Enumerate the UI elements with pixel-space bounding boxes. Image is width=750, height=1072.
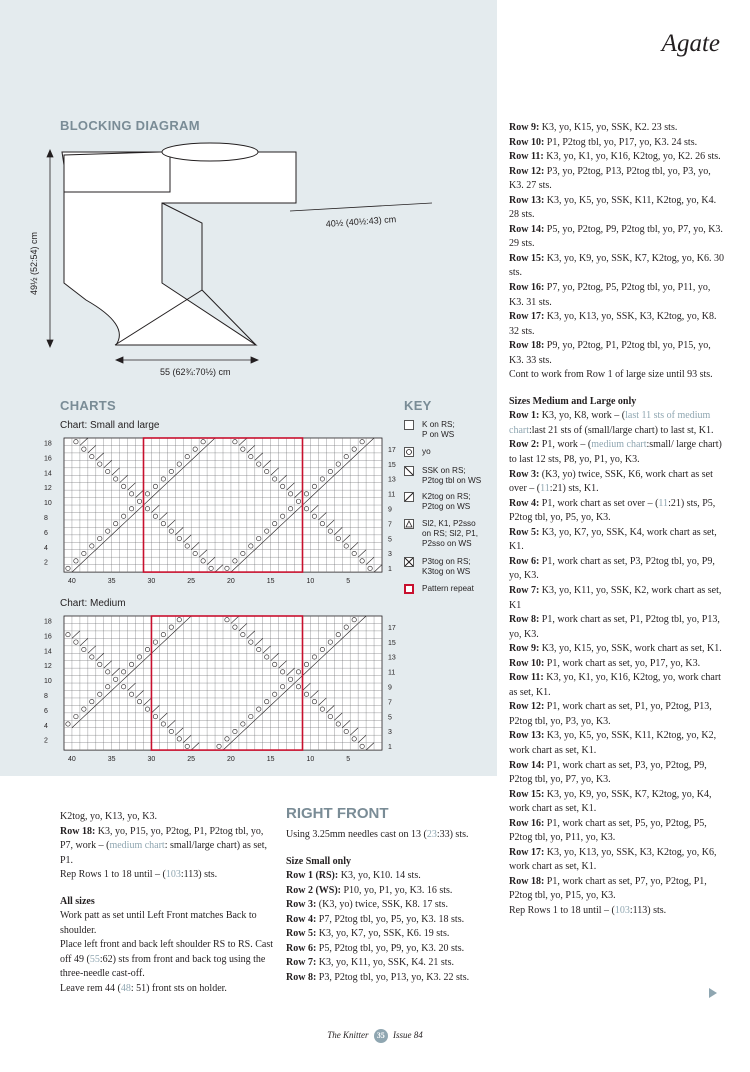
text-run: P1, work chart as set, P3, yo, P2tog, P9, P2tog tbl, yo, P7, yo, K3. [509,759,707,786]
text-paragraph [286,828,496,843]
column-tick-label: 10 [306,578,315,586]
text-run: K3, yo, K1, yo, K16, K2tog, yo, work chart as set, K1. [509,672,721,698]
row-tick-label: 13 [388,654,396,662]
text-run: P3, yo, P2tog, P13, P2tog tbl, yo, P3, yo, K3. 27 sts. [509,165,711,192]
text-run: Row 18: [60,825,98,837]
text-run: P1, work chart as set, P1, P2tog tbl, yo, P13, yo, K3. [509,614,720,640]
row-tick-label: 15 [388,639,396,647]
row-tick-label: 2 [44,559,48,567]
text-run: :21) sts, P5, P2tog tbl, yo, P5, yo, K3. [509,497,716,524]
text-run: P1, work – ( [541,439,592,451]
key-symbol-slash-icon [404,492,414,502]
text-paragraph [286,898,496,913]
column-tick-label: 15 [266,578,275,586]
text-run: (K3, yo) twice, SSK, K6, work chart as set over – ( [509,468,713,495]
text-run: Using 3.25mm needles cast on 13 ( [286,829,427,840]
column-tick-label: 10 [306,756,315,764]
magazine-name: The Knitter [327,1030,369,1041]
text-run: Row 2 (WS): [286,884,344,896]
text-run: P1, work chart as set, P3, P2tog tbl, yo, P9, yo, K3. [509,555,715,582]
row-tick-label: 12 [44,663,52,671]
text-run: K3, yo, K15, yo, SSK, K2. 23 sts. [541,122,678,133]
sleeve-label: 40½ (40½:43) cm [325,214,397,229]
right-front-heading: RIGHT FRONT [286,805,389,822]
row-tick-label: 17 [388,446,396,454]
row-tick-label: 18 [44,440,52,448]
row-tick-label: 8 [44,514,48,522]
chart-medium [42,610,402,770]
key-label: SSK on RS; P2tog tbl on WS [422,466,482,485]
text-run: Row 8: [509,614,542,626]
text-paragraph [286,869,496,884]
key-label: P3tog on RS; K3tog on WS [422,557,471,576]
text-paragraph [509,310,724,339]
text-run: K3, yo, P15, yo, P2tog, P1, P2tog tbl, yo, P7, work – ( [60,825,264,852]
text-run: Size Small only [286,855,352,867]
text-run: Row 2: [509,439,542,451]
blocking-diagram [20,135,450,385]
text-run: P1, work chart as set, yo, P17, yo, K3. [546,657,701,669]
text-paragraph [509,875,724,904]
text-paragraph [286,942,496,957]
text-paragraph [509,700,724,729]
text-paragraph [509,281,724,310]
text-run: K3, yo, K9, yo, SSK, K7, K2tog, yo, K6. 30 sts. [509,252,725,279]
text-run: Row 10: [509,657,547,669]
text-run: Row 14: [509,223,547,235]
text-run: Row 7: [286,957,319,969]
pattern-title: Agate [661,30,720,57]
height-label: 49½ (52:54) cm [29,231,39,295]
text-run: Row 12: [509,701,547,713]
text-paragraph [509,526,724,555]
text-run: P1, work chart as set, P5, yo, P2tog, P5, P2tog tbl, yo, P11, yo, K3. [509,817,707,844]
text-paragraph [60,909,275,938]
text-paragraph [286,956,496,971]
text-paragraph [286,884,496,899]
row-tick-label: 8 [44,692,48,700]
key-label: K on RS; P on WS [422,420,455,439]
key-label: yo [422,447,431,456]
text-run: Row 7: [509,584,542,596]
continue-arrow-icon [709,988,717,998]
text-run: Place left front and back left shoulder RS to RS. Cast off 49 ( [60,939,274,965]
text-run: Sizes Medium and Large only [509,395,637,407]
row-tick-label: 4 [44,544,48,552]
text-run: Row 6: [286,942,319,954]
text-paragraph [509,438,724,467]
text-run: 23 [426,829,437,840]
row-tick-label: 6 [44,529,48,537]
text-run: Row 16: [509,282,547,294]
page-number: 35 [374,1029,388,1043]
text-paragraph [509,817,724,846]
text-paragraph [286,971,496,986]
column-tick-label: 5 [346,756,351,764]
row-tick-label: 17 [388,624,396,632]
text-run: :small/ large chart) to last 12 sts, P8, yo, P1, yo, K3. [509,439,722,466]
row-tick-label: 4 [44,722,48,730]
text-paragraph [286,855,496,870]
key-label: Pattern repeat [422,584,474,593]
text-run: Row 3: [286,899,319,911]
row-tick-label: 13 [388,476,396,484]
text-run: medium chart [109,840,165,852]
text-run: Row 18: [509,340,547,352]
text-run: Row 8: [286,971,319,983]
row-tick-label: 7 [388,699,392,707]
text-run: :113) sts. [180,869,218,881]
text-paragraph [509,729,724,758]
text-run: K3, yo, K5, yo, SSK, K11, K2tog, yo, K4. 28 sts. [509,194,717,221]
row-tick-label: 11 [388,491,396,499]
text-run: Row 4: [286,913,319,925]
sweater-outline [62,152,296,345]
row-tick-label: 14 [44,470,52,478]
text-run: :last 21 sts of (small/large chart) to last st, K1. [529,424,714,436]
text-paragraph [509,642,724,657]
row-tick-label: 14 [44,648,52,656]
text-run: Row 15: [509,252,547,264]
text-run: P7, P2tog tbl, yo, P5, yo, K3. 18 sts. [318,913,465,925]
text-run: P3, P2tog tbl, yo, P13, yo, K3. 22 sts. [318,971,470,983]
text-paragraph [509,121,724,136]
text-paragraph [509,395,724,410]
column-tick-label: 35 [107,756,116,764]
text-run: P9, yo, P2tog, P1, P2tog tbl, yo, P15, yo, K3. 33 sts. [509,340,711,366]
text-run: P1, work chart as set, P7, yo, P2tog, P1, P2tog tbl, yo, P15, yo, K3. [509,875,707,902]
text-paragraph [509,194,724,223]
left-column-text [60,810,275,997]
text-run: 48 [120,983,131,995]
key-symbol-triangle-icon [404,519,414,529]
text-run: Row 14: [509,759,547,771]
text-run: Rep Rows 1 to 18 until – ( [509,904,615,916]
row-tick-label: 16 [44,633,52,641]
text-run: : 51) front sts on holder. [130,983,227,995]
row-tick-label: 5 [388,714,392,722]
text-run: medium chart [591,439,647,451]
row-tick-label: 10 [44,500,52,508]
text-run: Row 15: [509,788,547,800]
text-paragraph [60,895,275,910]
text-paragraph [509,584,724,613]
text-paragraph [509,136,724,151]
chart-small-large [42,432,402,592]
text-paragraph [509,671,724,700]
row-tick-label: 16 [44,455,52,463]
text-paragraph [509,788,724,817]
text-run: Row 5: [509,526,542,538]
key-symbol-red-box-icon [404,584,414,594]
chart-medium-title: Chart: Medium [60,598,126,609]
text-run: K2tog, yo, K13, yo, K3. [60,811,157,822]
text-run: Row 1: [509,410,542,422]
key-label: Sl2, K1, P2sso on RS; Sl2, P1, P2sso on WS [422,519,478,548]
text-paragraph [60,810,275,825]
text-run: P10, yo, P1, yo, K3. 16 sts. [343,884,453,896]
text-run: last 11 sts of medium chart [509,410,711,436]
column-tick-label: 15 [266,756,275,764]
text-run: K3, yo, K7, yo, SSK, K6. 19 sts. [318,928,450,940]
text-paragraph [509,468,724,497]
row-tick-label: 1 [388,566,392,574]
text-run: Row 13: [509,730,547,742]
text-run: K3, yo, K15, yo, SSK, work chart as set, K1. [541,643,722,655]
text-paragraph [509,339,724,368]
text-run: 11 [540,483,550,495]
column-tick-label: 25 [187,756,196,764]
text-run: Row 13: [509,194,547,206]
text-paragraph [509,613,724,642]
row-tick-label: 18 [44,618,52,626]
row-tick-label: 6 [44,707,48,715]
text-run: P1, work chart as set, P1, yo, P2tog, P13, P2tog tbl, yo, P3, yo, K3. [509,701,712,727]
text-run: Row 11: [509,151,547,163]
text-paragraph [60,825,275,869]
text-paragraph [509,223,724,252]
column-tick-label: 20 [227,578,235,586]
text-paragraph [509,555,724,584]
text-run: Work patt as set until Left Front matches Back to shoulder. [60,910,257,936]
text-run: K3, yo, K1, yo, K16, K2tog, yo, K2. 26 sts. [546,151,721,163]
text-paragraph [509,368,724,383]
text-run: Row 10: [509,136,547,148]
text-run: Row 12: [509,165,547,177]
text-paragraph [60,868,275,883]
column-tick-label: 40 [68,578,76,586]
text-paragraph [509,904,724,919]
text-run: Row 9: [509,122,542,133]
text-paragraph [509,846,724,875]
text-paragraph [60,982,275,997]
text-run: Cont to work from Row 1 of large size until 93 sts. [509,369,713,381]
text-run: K3, yo, K11, yo, SSK, K4. 21 sts. [318,957,454,969]
column-tick-label: 30 [147,756,156,764]
text-run: Row 3: [509,468,542,480]
row-tick-label: 1 [388,744,392,752]
text-run: 11 [658,497,669,509]
key-item [404,519,478,549]
text-run: All sizes [60,895,95,907]
text-run: : small/large chart) as set, P1. [60,840,267,866]
text-paragraph [509,657,724,672]
text-paragraph [509,497,724,526]
right-front-section [286,805,496,985]
row-tick-label: 9 [388,506,392,514]
text-run: K3, yo, K5, yo, SSK, K11, K2tog, yo, K2, work chart as set, K1. [509,730,717,756]
key-symbol-yo-icon [404,447,414,457]
row-tick-label: 9 [388,684,392,692]
width-label: 55 (62¾:70½) cm [160,367,231,377]
text-run: K3, yo, K11, yo, SSK, K2, work chart as set, K1 [509,584,722,611]
key-item [404,557,471,577]
text-run: Leave rem 44 ( [60,983,121,995]
text-run: Rep Rows 1 to 18 until – ( [60,869,166,881]
row-tick-label: 7 [388,521,392,529]
text-run: :113) sts. [629,904,667,916]
column-tick-label: 35 [107,578,116,586]
charts-heading: CHARTS [60,398,116,413]
text-run: :33) sts. [436,829,469,840]
text-paragraph [286,927,496,942]
page-footer [0,1029,750,1043]
text-run: 55 [89,953,100,965]
neckline [162,143,258,161]
row-tick-label: 15 [388,461,396,469]
text-paragraph [509,150,724,165]
text-paragraph [286,913,496,928]
text-paragraph [60,938,275,982]
column-tick-label: 25 [187,578,196,586]
text-run: Row 11: [509,672,547,684]
right-column-text [509,121,724,919]
text-run: K3, yo, K8, work – ( [541,410,626,422]
key-item [404,420,455,440]
key-item [404,466,481,486]
text-paragraph [509,252,724,281]
row-tick-label: 2 [44,737,48,745]
text-run: P5, yo, P2tog, P9, P2tog tbl, yo, P7, yo, K3. 29 sts. [509,223,723,250]
text-run: Row 5: [286,928,319,940]
key-symbol-backslash-icon [404,466,414,476]
text-run: Row 4: [509,497,542,509]
chart-small-large-title: Chart: Small and large [60,420,160,431]
text-run: 103 [165,869,181,881]
column-tick-label: 20 [227,756,235,764]
key-symbol-cross-icon [404,557,414,567]
issue-number: Issue 84 [393,1030,423,1041]
text-paragraph [509,165,724,194]
row-tick-label: 3 [388,729,392,737]
row-tick-label: 10 [44,678,52,686]
column-tick-label: 30 [147,578,156,586]
key-heading: KEY [404,398,432,413]
text-run: :62) sts from front and back tog using the three-needle cast-off. [60,953,266,980]
column-tick-label: 5 [346,578,351,586]
row-tick-label: 11 [388,669,396,677]
key-label: K2tog on RS; P2tog on WS [422,492,471,511]
text-run: Row 6: [509,555,542,567]
text-run: K3, yo, K10. 14 sts. [340,870,421,882]
text-run: K3, yo, K9, yo, SSK, K7, K2tog, yo, K4, work chart as set, K1. [509,788,712,815]
text-run: 103 [614,904,630,916]
row-tick-label: 12 [44,485,52,493]
key-symbol-empty-icon [404,420,414,430]
text-run: (K3, yo) twice, SSK, K8. 17 sts. [318,899,448,911]
text-run: Row 18: [509,875,547,887]
key-item [404,584,474,594]
text-run: Row 17: [509,311,547,323]
row-tick-label: 3 [388,551,392,559]
text-run: Row 1 (RS): [286,870,341,882]
text-run: Row 9: [509,643,542,655]
text-paragraph [509,409,724,438]
text-run: P1, work chart as set over – ( [541,497,659,509]
text-run: Row 17: [509,846,547,858]
text-run: P7, yo, P2tog, P5, P2tog tbl, yo, P11, yo, K3. 31 sts. [509,282,711,308]
blocking-diagram-heading: BLOCKING DIAGRAM [60,118,200,133]
row-tick-label: 5 [388,536,392,544]
key-item [404,447,431,457]
text-run: P1, P2tog tbl, yo, P17, yo, K3. 24 sts. [546,136,698,148]
text-run: Row 16: [509,817,547,829]
key-item [404,492,471,512]
text-run: K3, yo, K7, yo, SSK, K4, work chart as set, K1. [509,526,717,553]
text-run: K3, yo, K13, yo, SSK, K3, K2tog, yo, K6, work chart as set, K1. [509,846,717,873]
text-run: :21) sts, K1. [549,483,599,495]
text-run: P5, P2tog tbl, yo, P9, yo, K3. 20 sts. [318,942,465,954]
text-paragraph [509,759,724,788]
column-tick-label: 40 [68,756,76,764]
text-run: K3, yo, K13, yo, SSK, K3, K2tog, yo, K8. 32 sts. [509,311,717,337]
